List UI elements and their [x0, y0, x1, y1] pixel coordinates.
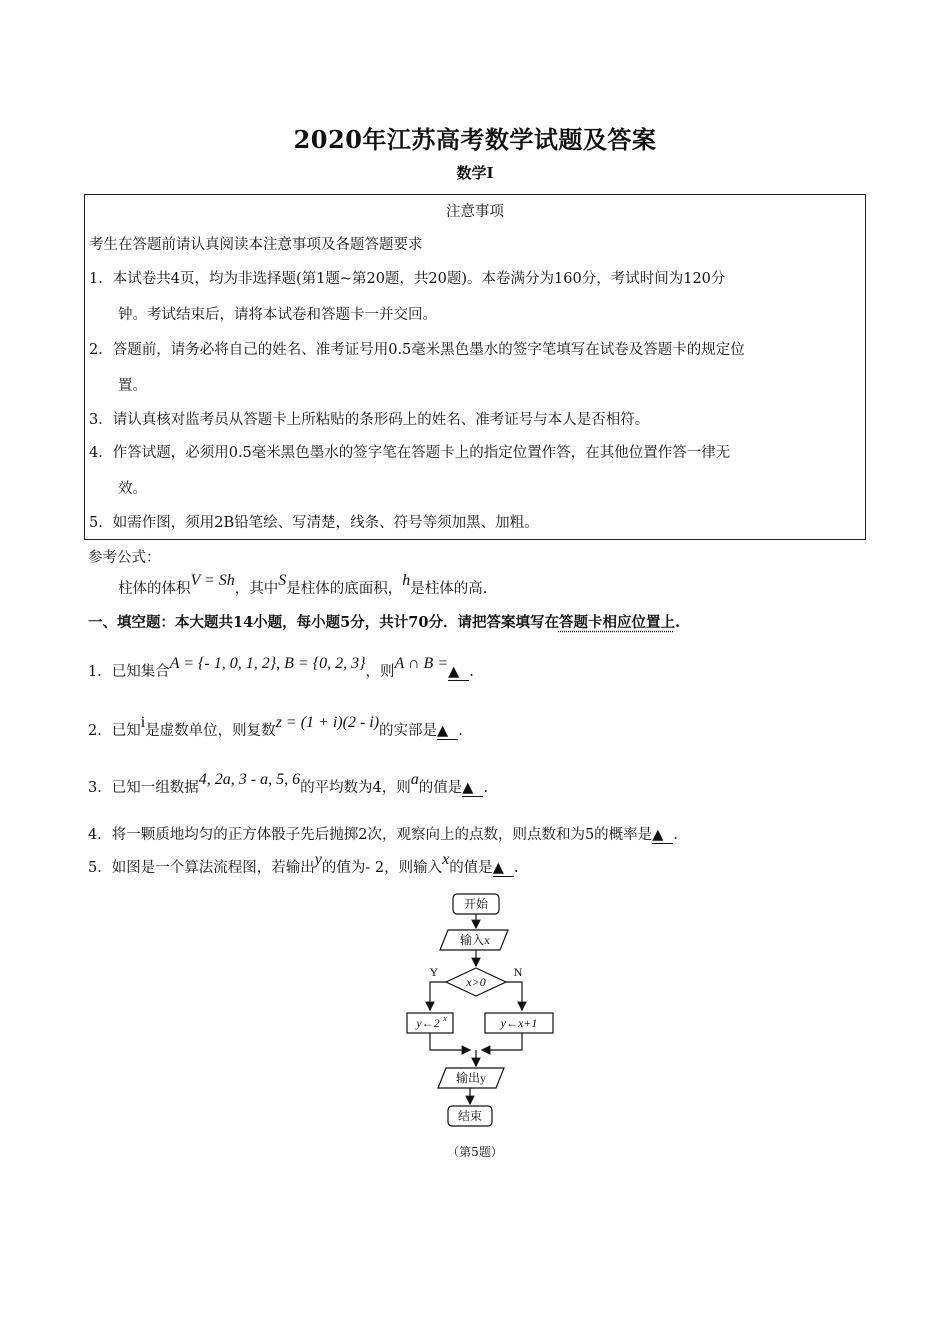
section-heading — [88, 611, 680, 632]
flow-end-label: 结束 — [457, 1109, 483, 1123]
q4-end: . — [673, 827, 678, 843]
q3-a: a — [410, 771, 419, 788]
q2-mid: 是虚数单位，则复数 — [145, 723, 276, 739]
notice-item-1-cont: 钟。考试结束后，请将本试卷和答题卡一并交回。 — [118, 307, 437, 323]
q1-sets: A = {- 1, 0, 1, 2}, B = {0, 2, 3} — [169, 655, 366, 672]
flow-start-label: 开始 — [463, 897, 489, 911]
q2-post: 的实部是 — [379, 723, 438, 739]
q2-complex: z = (1 + i)(2 - i) — [275, 714, 380, 731]
formula-expr-v: V = Sh — [190, 572, 235, 589]
flowchart — [390, 886, 560, 1166]
q5-text: 5．如图是一个算法流程图，若输出 — [88, 860, 315, 876]
flow-yes-branch — [430, 982, 446, 1010]
q1-end: . — [469, 664, 474, 680]
q1-text: 1．已知集合 — [88, 664, 170, 680]
question-3 — [88, 771, 489, 797]
notice-heading: 注意事项 — [446, 204, 504, 220]
q5-x: x — [442, 851, 450, 868]
q2-text: 2．已知 — [88, 723, 141, 739]
formula-text-b: ，其中 — [234, 581, 279, 597]
q5-post: 的值是 — [449, 860, 493, 876]
notice-item-2: 2．答题前，请务必将自己的姓名、准考证号用0.5毫米黑色墨水的签字笔填写在试卷及答题卡的规定位 — [89, 342, 745, 358]
q4-answer-blank[interactable]: ▲ — [652, 827, 673, 844]
formula-text-d: 是柱体的高. — [410, 581, 488, 597]
flowchart-caption: （第5题） — [447, 1145, 503, 1159]
q5-mid: 的值为- 2，则输入 — [321, 860, 443, 876]
flow-input-label: 输入x — [459, 933, 491, 947]
q5-end: . — [513, 860, 519, 876]
flow-merge-left — [430, 1033, 470, 1050]
q3-post2: 的值是 — [418, 780, 463, 796]
q2-end: . — [458, 723, 463, 739]
notice-item-3: 3．请认真核对监考员从答题卡上所粘贴的条形码上的姓名、准考证号与本人是否相符。 — [89, 412, 650, 428]
notice-item-2-cont: 置。 — [118, 378, 147, 394]
q1-intersection: A ∩ B = — [394, 655, 449, 672]
formula-expr-h: h — [402, 572, 411, 589]
q1-answer-blank[interactable]: ▲ — [448, 664, 469, 681]
q1-then: ，则 — [365, 664, 395, 680]
question-1 — [88, 655, 474, 681]
question-5 — [88, 851, 519, 877]
notice-intro: 考生在答题前请认真阅读本注意事项及各题答题要求 — [89, 237, 423, 253]
notice-item-4-cont: 效。 — [118, 481, 147, 497]
flow-output-label: 输出y — [455, 1071, 487, 1085]
flow-no-box-label: y←x+1 — [500, 1016, 538, 1030]
question-2 — [88, 714, 463, 740]
q5-answer-blank[interactable]: ▲ — [493, 860, 514, 877]
notice-item-1: 1．本试卷共4页，均为非选择题(第1题~第20题，共20题)。本卷满分为160分，考试时间为120分 — [89, 271, 726, 287]
flow-yes-label: Y — [429, 965, 439, 979]
q3-end: . — [483, 780, 489, 796]
section-heading-text: 一、填空题：本大题共14小题，每小题5分，共计70分．请把答案填写在 — [88, 614, 559, 631]
q2-answer-blank[interactable]: ▲ — [437, 723, 458, 740]
question-4 — [88, 823, 678, 844]
flow-condition-label: x>0 — [466, 975, 486, 989]
flow-yes-box-sup: x — [443, 1014, 447, 1023]
flow-no-label: N — [513, 965, 523, 979]
page-title: 2020年江苏高考数学试题及答案 — [293, 125, 657, 154]
q3-data: 4, 2a, 3 - a, 5, 6 — [198, 771, 301, 788]
flow-merge-right — [482, 1033, 522, 1050]
page-subtitle: 数学Ⅰ — [456, 164, 494, 182]
notice-item-4: 4．作答试题，必须用0.5毫米黑色墨水的签字笔在答题卡上的指定位置作答，在其他位置作答一律无 — [89, 445, 731, 461]
formula-line — [118, 572, 488, 598]
formula-expr-s: S — [278, 572, 287, 589]
formula-text-c: 是柱体的底面积， — [286, 581, 403, 597]
q3-post: 的平均数为4，则 — [300, 780, 411, 796]
q2-i: i — [140, 714, 146, 731]
section-heading-emphasis: 答题卡相应位置上 — [558, 614, 675, 631]
section-heading-end: . — [674, 614, 681, 631]
q4-text: 4．将一颗质地均匀的正方体骰子先后抛掷2次，观察向上的点数，则点数和为5的概率是 — [88, 827, 653, 843]
notice-item-5: 5．如需作图，须用2B铅笔绘、写清楚，线条、符号等须加黑、加粗。 — [89, 515, 539, 531]
formula-text-a: 柱体的体积 — [118, 581, 191, 597]
flow-no-branch — [506, 982, 522, 1010]
formula-label: 参考公式： — [88, 550, 161, 566]
notice-box — [84, 194, 866, 540]
flow-yes-box-label: y←2 — [416, 1016, 440, 1030]
q5-y: y — [314, 851, 322, 868]
q3-answer-blank[interactable]: ▲ — [462, 780, 483, 797]
q3-text: 3．已知一组数据 — [88, 780, 199, 796]
